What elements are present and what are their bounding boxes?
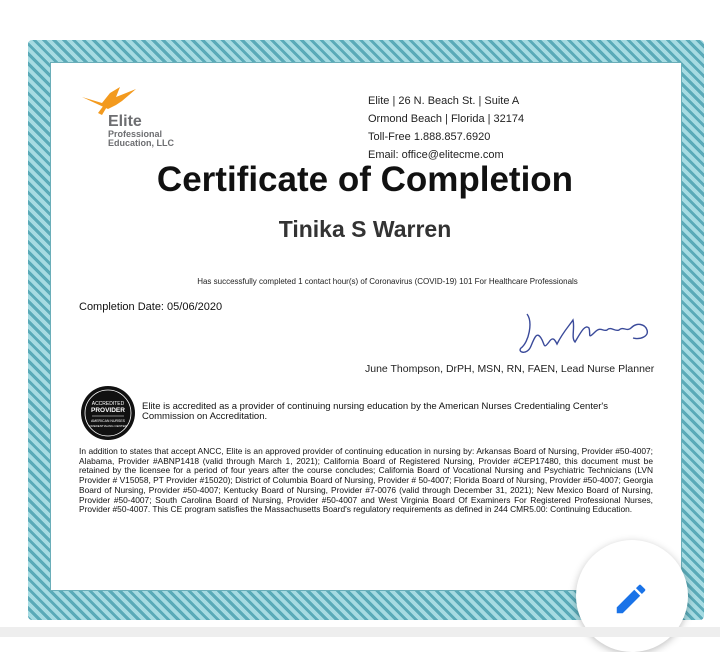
signer-name: June Thompson, DrPH, MSN, RN, FAEN, Lead Nurse Planner [365, 363, 655, 375]
contact-city: Ormond Beach | Florida | 32174 [368, 113, 525, 125]
certificate-title: Certificate of Completion [156, 160, 574, 199]
completion-statement: Has successfully completed 1 contact hour(s) of Coronavirus (COVID-19) 101 For Healthcare Professionals [197, 277, 578, 286]
completion-date: Completion Date: 05/06/2020 [79, 301, 223, 313]
bottom-bar [0, 627, 720, 637]
contact-phone: Toll-Free 1.888.857.6920 [368, 131, 491, 143]
accreditation-statement: Elite is accredited as a provider of continuing nursing education by the American Nurses Credentialing Center's Commission on Accreditation. [142, 401, 608, 422]
logo-subtitle-line2: Education, LLC [108, 138, 174, 148]
contact-email: Email: office@elitecme.com [368, 149, 504, 161]
pencil-icon [612, 580, 650, 618]
svg-text:AMERICAN NURSES: AMERICAN NURSES [90, 419, 126, 423]
recipient-name: Tinika S Warren [278, 216, 452, 242]
svg-text:PROVIDER: PROVIDER [91, 407, 125, 414]
svg-text:ACCREDITED: ACCREDITED [91, 401, 125, 407]
approval-paragraph: In addition to states that accept ANCC, Elite is an approved provider of continuing education in nursing by: Arkansas Board of Nursing, Provider #50-4007; Alabama, Provider #ABNP1418 (valid through March 1, 2021); California Board of Registered Nursing, Provider #CEP17480, this document must be retained by the licensee for a period of four years after the course concludes; California Board of Vocational Nursing and Psychiatric Technicians (LVN Provider # V15058, PT Provider #15020); District of Columbia Board of Nursing, Provider # 50-4007; Florida Board of Nursing, Provider #50-4007; Georgia Board of Nursing, Provider #50-4007; Kentucky Board of Nursing, Provider #7-0076 (valid through December 31, 2021); New Mexico Board of Nursing, Provider #50-4007; South Carolina Board of Nursing, Provider #50-4007 and West Virginia Board Of Examiners For Registered Professional Nurses, Provider #50-4007. This CE program satisfies the Massachusetts Board's regulatory requirements as defined in 244 CMR5.00: Continuing Education. [79, 446, 653, 515]
accredited-provider-seal [80, 385, 136, 441]
company-logo [80, 83, 210, 153]
signature-image [515, 302, 655, 367]
contact-block [368, 92, 524, 164]
svg-text:CREDENTIALING CENTER: CREDENTIALING CENTER [89, 424, 127, 428]
logo-subtitle-line1: Professional [108, 129, 163, 139]
logo-subtitle [108, 130, 218, 148]
logo-name: Elite [108, 113, 142, 130]
contact-address: Elite | 26 N. Beach St. | Suite A [368, 95, 520, 107]
